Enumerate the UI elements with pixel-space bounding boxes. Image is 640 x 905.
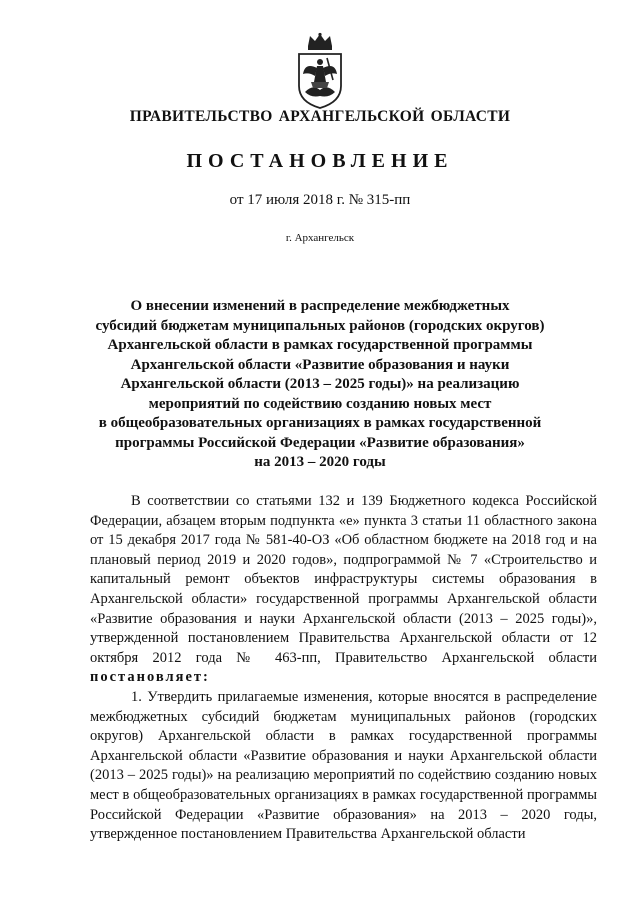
document-city: г. Архангельск (285, 232, 355, 244)
document-title (80, 297, 560, 473)
preamble-text: В соответствии со статьями 132 и 139 Бюджетного кодекса Российской Федерации, абзацем вторым подпункта «е» пункта 3 статьи 11 областного закона от 15 декабря 2017 года № 581-40-ОЗ «Об областном бюджете на 2018 год и на плановый период 2019 и 2020 годов», подпрограммой № 7 «Строительство и капитальный ремонт объектов инфраструктуры системы образования в Архангельской области» государственной программы Архангельской области «Развитие образования и науки Архангельской области (2013 – 2025 годы)», утвержденной постановлением Правительства Архангельской области от 12 октября 2012 года № 463-пп, Правительство Архангельской области (90, 493, 597, 666)
clause-1-paragraph: 1. Утвердить прилагаемые изменения, которые вносятся в распределение межбюджетных субсидий бюджетам муниципальных районов (городских округов) Архангельской области в рамках государственной программы Архангельской области «Развитие образования и науки Архангельской области (2013 – 2025 годы)» на реализацию мероприятий по содействию созданию новых мест в общеобразовательных организациях в рамках государственной программы Российской Федерации «Развитие образования» на 2013 – 2020 годы, утвержденное постановлением Правительства Архангельской области (90, 688, 597, 843)
title-line: субсидий бюджетам муниципальных районов (городских округов) (95, 317, 545, 334)
title-line: на 2013 – 2020 годы (254, 454, 386, 470)
title-line: Архангельской области в рамках государственной программы (107, 337, 533, 353)
title-line: мероприятий по содействию созданию новых мест (148, 395, 492, 412)
document-date-number: от 17 июля 2018 г. № 315-пп (229, 192, 411, 208)
document-type: ПОСТАНОВЛЕНИЕ (186, 150, 454, 172)
title-line: Архангельской области «Развитие образования и науки (130, 356, 510, 373)
title-line: в общеобразовательных организациях в рамках государственной (98, 415, 542, 431)
title-line: Архангельской области (2013 – 2025 годы)» на реализацию (120, 376, 520, 392)
archangel-coat-of-arms-icon (293, 32, 347, 110)
title-line: программы Российской Федерации «Развитие образования» (115, 434, 525, 451)
title-line: О внесении изменений в распределение межбюджетных (130, 298, 510, 314)
organization-title: ПРАВИТЕЛЬСТВО АРХАНГЕЛЬСКОЙ ОБЛАСТИ (129, 108, 511, 125)
resolves-word: постановляет: (90, 669, 210, 686)
document-body (90, 492, 597, 845)
preamble-paragraph (90, 492, 597, 688)
